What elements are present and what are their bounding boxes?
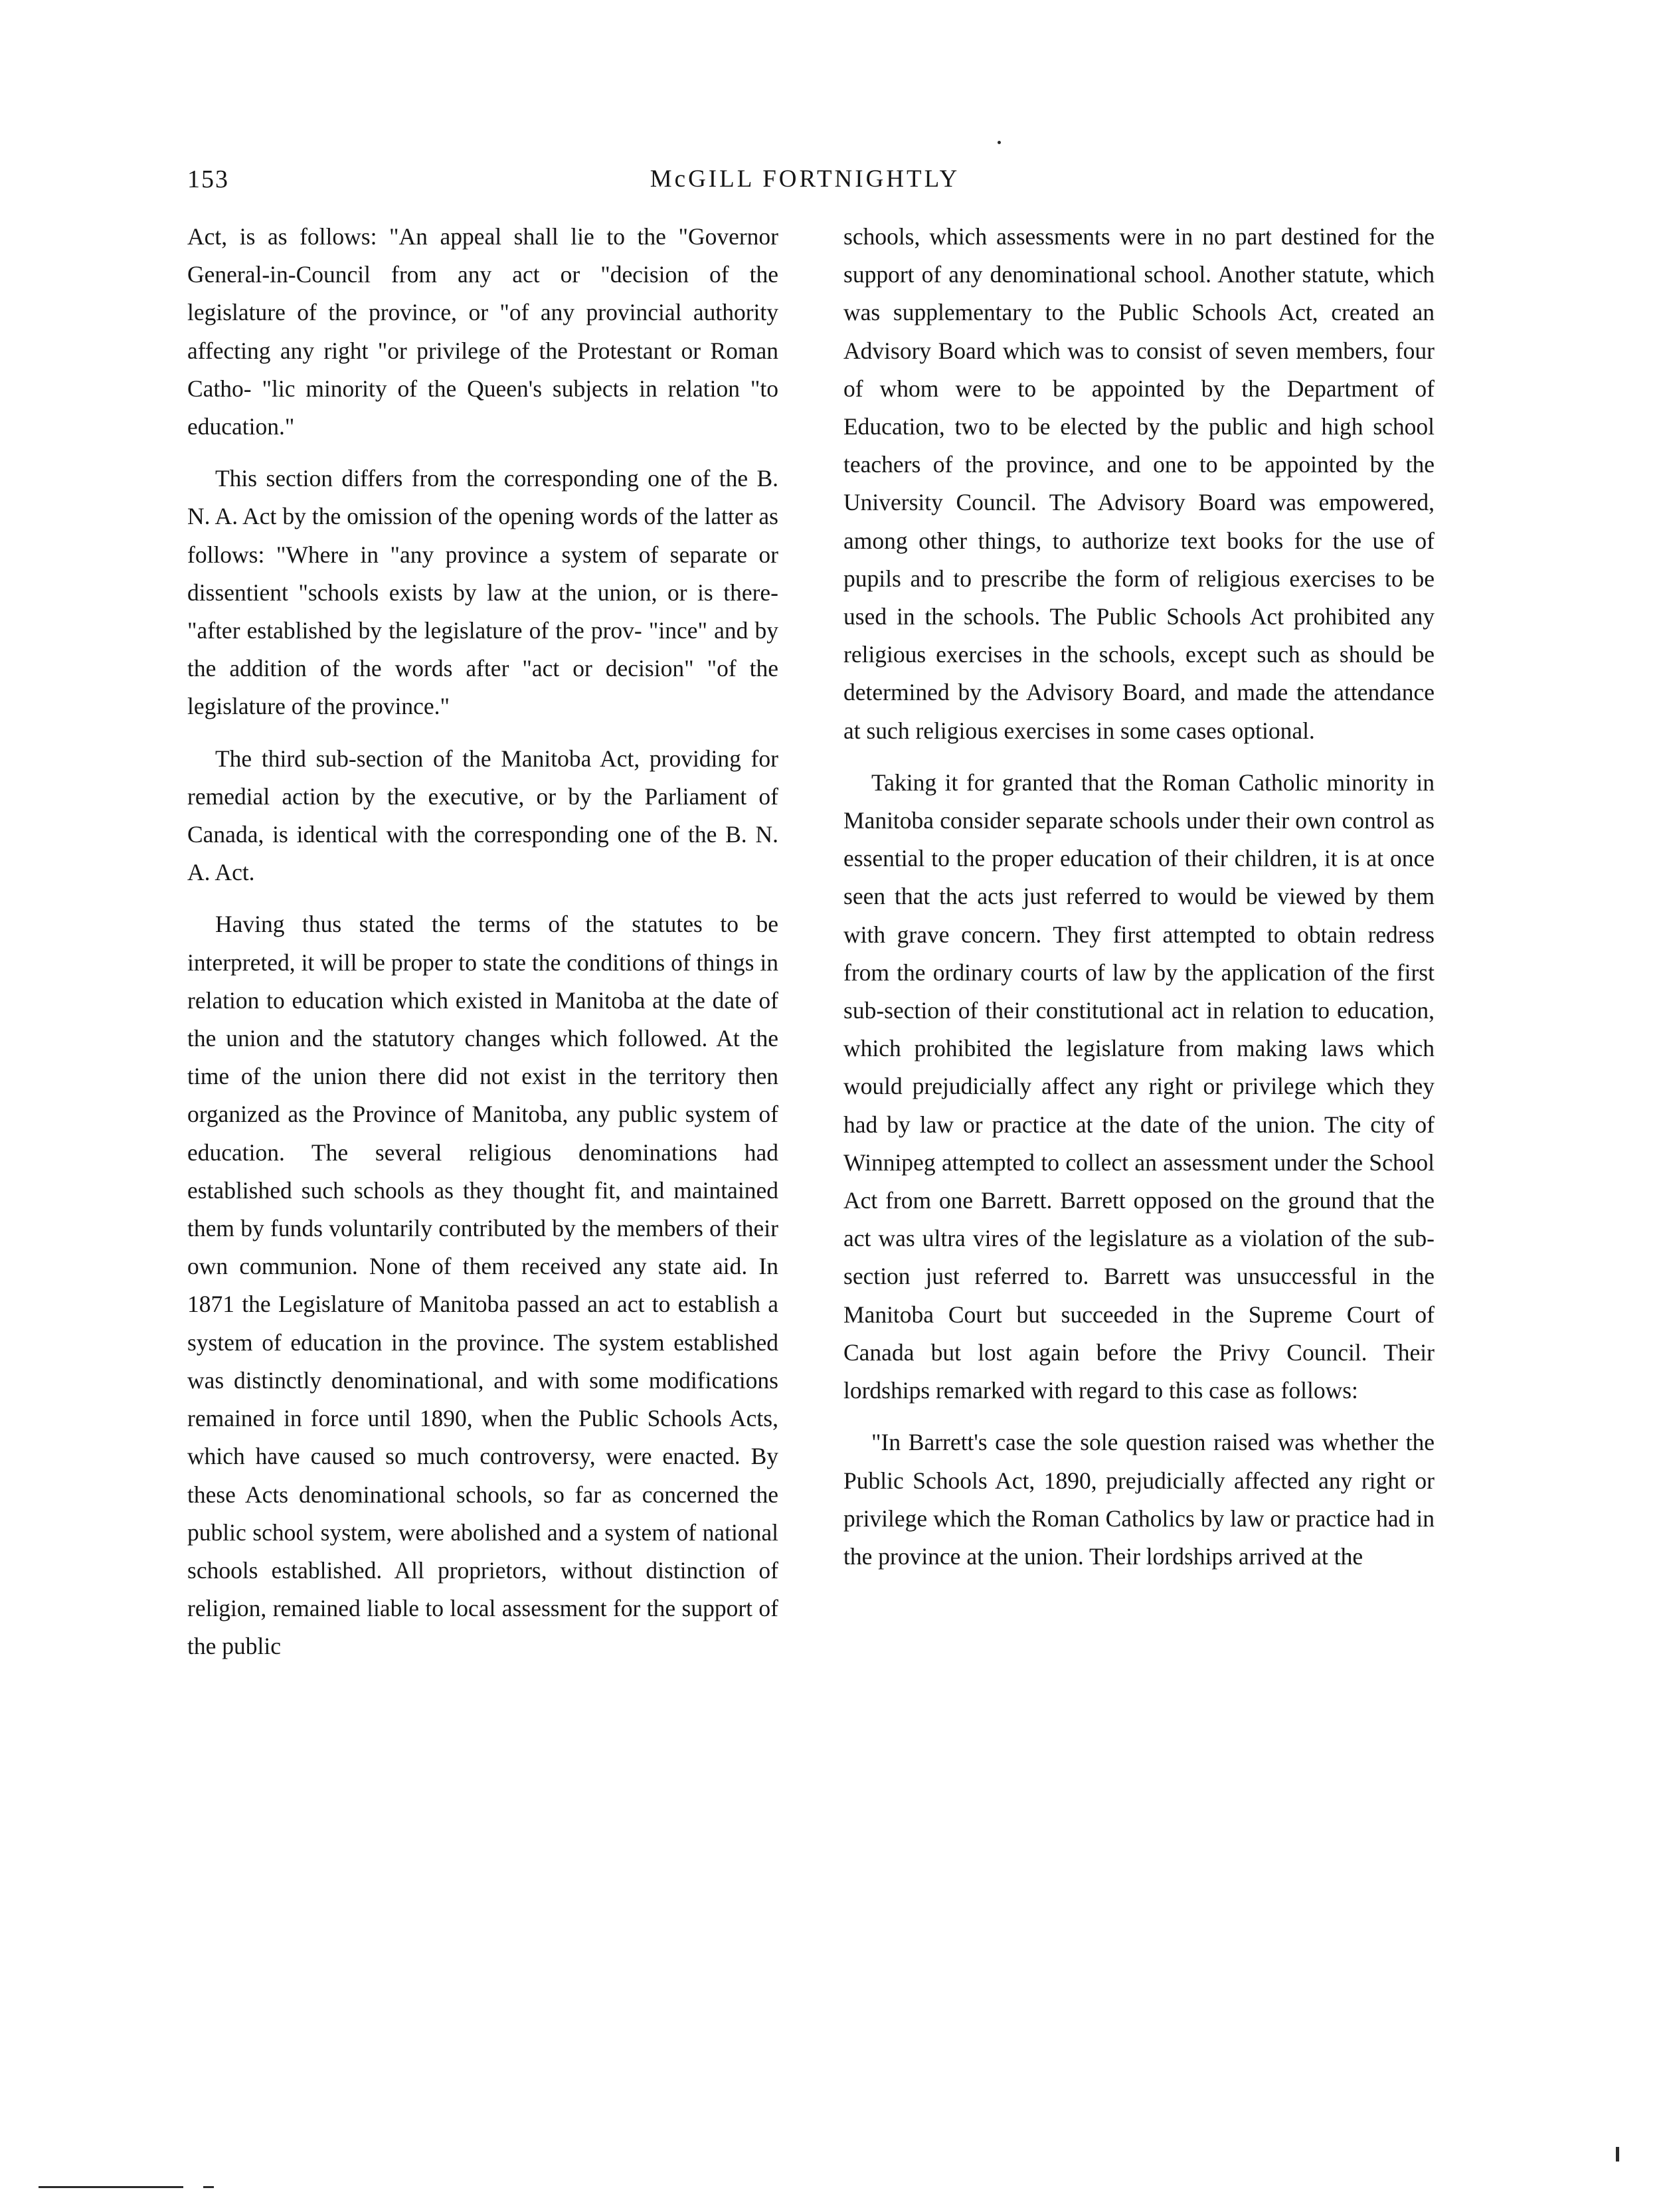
- page-number: 153: [187, 165, 229, 193]
- running-title: McGILL FORTNIGHTLY: [650, 165, 960, 193]
- paragraph-advisory-board: schools, which assessments were in no part destined for the support of any denominational school. Another statute, which was supplementary to the Public Schools Act, created an Advisory Board which was to consist of seven members, four of whom were to be appointed by the Department of Education, two to be elected by the public and high school teachers of the province, and one to be appointed by the University Council. The Advisory Board was empowered, among other things, to authorize text books for the use of pupils and to prescribe the form of religious exercises to be used in the schools. The Public Schools Act prohibited any religious exercises in the schools, except such as should be determined by the Advisory Board, and made the attendance at such religious exercises in some cases optional.: [843, 223, 1435, 744]
- paragraph-conditions-manitoba: Having thus stated the terms of the statutes to be interpreted, it will be proper to state the conditions of things in relation to education which existed in Manitoba at the date of the union and the statutory changes which followed. At the time of the union there did not exist in the territory then organized as the Province of Manitoba, any public system of education. The several religious denominations had established such schools as they thought fit, and maintained them by funds voluntarily contributed by the members of their own communion. None of them received any state aid. In 1871 the Legislature of Manitoba passed an act to establish a system of education in the province. The system established was distinctly denominational, and with some modifications remained in force until 1890, when the Public Schools Acts, which have caused so much controversy, were enacted. By these Acts denominational schools, so far as concerned the public school system, were abolished and a system of national schools established. All proprietors, without distinction of religion, remained liable to local assessment for the support of the public: [187, 911, 778, 1660]
- paragraph-third-subsection: The third sub-section of the Manitoba Act, providing for remedial action by the executive, or by the Parliament of Canada, is identical with the corresponding one of the B. N. A. Act.: [187, 745, 778, 886]
- footer-rule: [39, 2186, 183, 2188]
- paragraph-section-differs: This section differs from the corresponding one of the B. N. A. Act by the omission of the opening words of the latter as follows: "Where in "any province a system of separate or dissentient "schools exists by law at the union, or is there- "after established by the legislature of the prov- "ince" and by the addition of the words after "act or decision" "of the legislature of the province.": [187, 465, 778, 720]
- page-header: [187, 165, 1423, 198]
- left-column: [187, 218, 778, 1680]
- paragraph-barrett-quote: "In Barrett's case the sole question raised was whether the Public Schools Act, 1890, prejudicially affected any right or privilege which the Roman Catholics by law or practice had in the province at the union. Their lordships arrived at the: [843, 1429, 1435, 1570]
- footer-mark: [1616, 2147, 1619, 2162]
- footer-dash: [203, 2186, 214, 2188]
- right-column: [843, 218, 1435, 1590]
- paragraph-appeal-clause: Act, is as follows: "An appeal shall lie to the "Governor General-in-Council from any act or "decision of the legislature of the province, or "of any provincial authority affecting any right "or privilege of the Protestant or Roman Catho- "lic minority of the Queen's subjects in relation "to education.": [187, 223, 778, 440]
- paragraph-catholic-minority: Taking it for granted that the Roman Catholic minority in Manitoba consider separate schools under their own control as essential to the proper education of their children, it is at once seen that the acts just referred to would be viewed by them with grave concern. They first attempted to obtain redress from the ordinary courts of law by the application of the first sub-section of their constitutional act in relation to education, which prohibited the legislature from making laws which would prejudicially affect any right or privilege which they had by law or practice at the date of the union. The city of Winnipeg attempted to collect an assessment under the School Act from one Barrett. Barrett opposed on the ground that the act was ultra vires of the legislature as a violation of the sub-section just referred to. Barrett was unsuccessful in the Manitoba Court but succeeded in the Supreme Court of Canada but lost again before the Privy Council. Their lordships remarked with regard to this case as follows:: [843, 769, 1435, 1404]
- header-speck: [998, 141, 1001, 144]
